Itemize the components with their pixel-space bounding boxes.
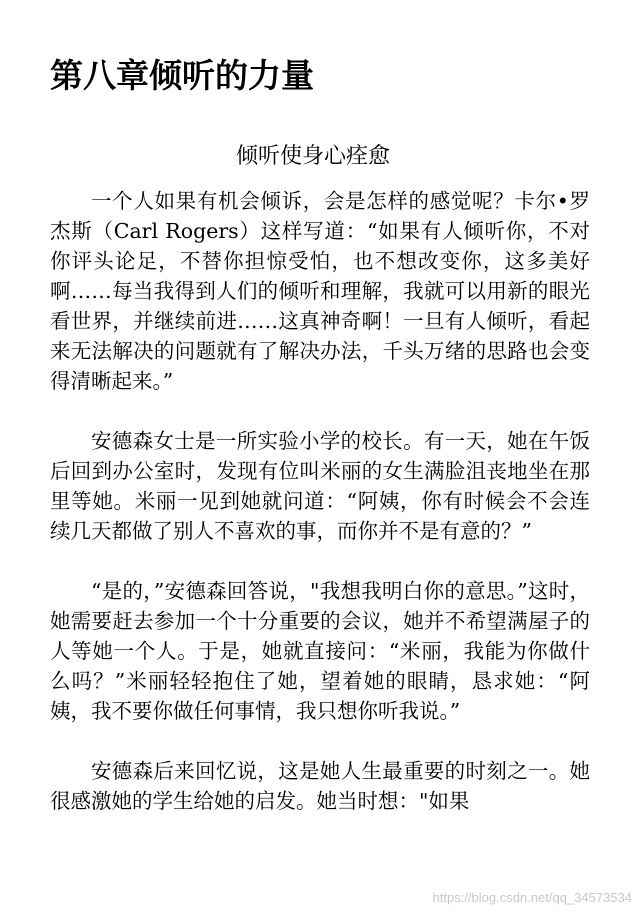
body-text — [50, 186, 590, 816]
paragraph: “是的，”安德森回答说，"我想我明白你的意思。”这时，她需要赶去参加一个十分重要的会议，她并不希望满屋子的人等她一个人。于是，她就直接问：“米丽，我能为你做什么吗？”米丽轻轻抱住了她，望着她的眼睛，恳求她：“阿姨，我不要你做任何事情，我只想你听我说。” — [50, 579, 590, 723]
watermark: https://blog.csdn.net/qq_34573534 — [432, 890, 632, 905]
paragraph: 安德森后来回忆说，这是她人生最重要的时刻之一。她很感激她的学生给她的启发。她当时想："如果 — [50, 759, 590, 813]
section-title-text: 倾听使身心痊愈 — [235, 144, 390, 169]
chapter-title: 第八章倾听的力量 — [50, 56, 314, 95]
section-title — [0, 142, 640, 172]
paragraph: 安德森女士是一所实验小学的校长。有一天，她在午饭后回到办公室时，发现有位叫米丽的女生满脸沮丧地坐在那里等她。米丽一见到她就问道：“阿姨，你有时候会不会连续几天都做了别人不喜欢的事，而你并不是有意的？” — [50, 429, 590, 543]
paragraph: 一个人如果有机会倾诉，会是怎样的感觉呢？卡尔•罗杰斯（Carl Rogers）这样写道：“如果有人倾听你，不对你评头论足，不替你担惊受怕，也不想改变你，这多美好啊……每当我得到人们的倾听和理解，我就可以用新的眼光看世界，并继续前进……这真神奇啊！一旦有人倾听，看起来无法解决的问题就有了解决办法，千头万绪的思路也会变得清晰起来。” — [50, 189, 590, 393]
